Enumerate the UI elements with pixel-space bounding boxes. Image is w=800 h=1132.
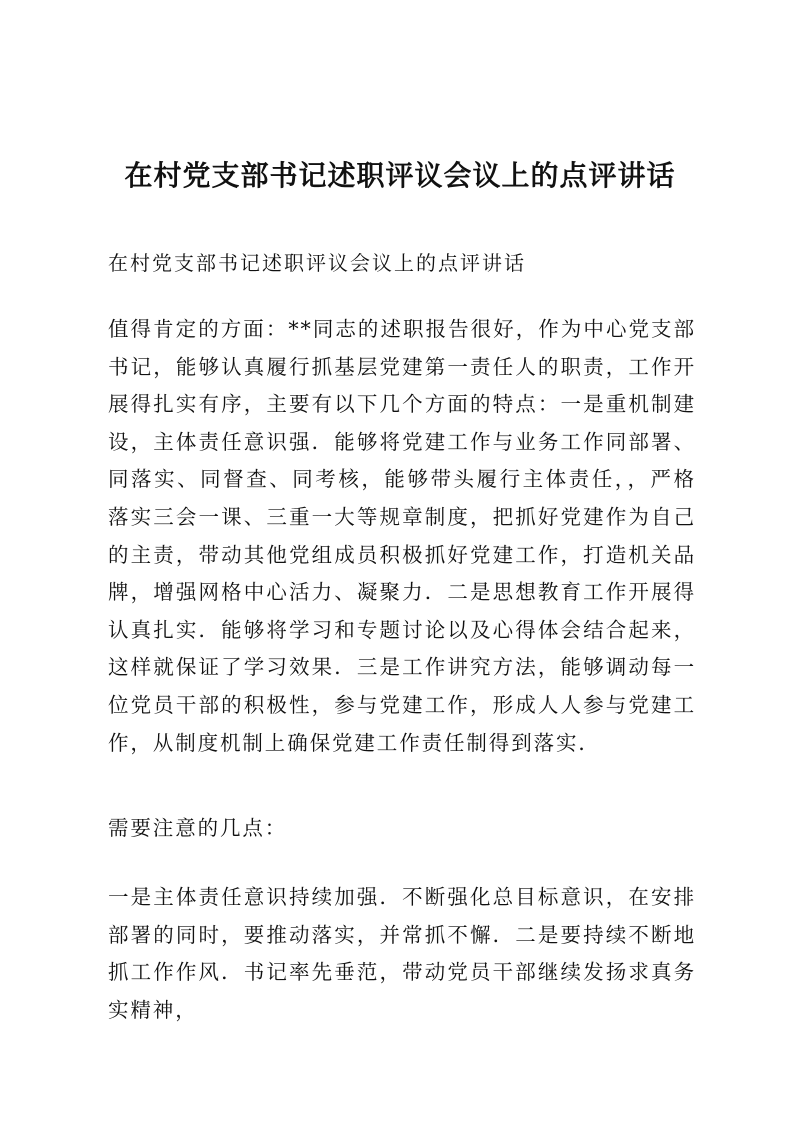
paragraph-notes-heading: 需要注意的几点：	[108, 816, 288, 840]
paragraph-first-point: 一是主体责任意识持续加强．不断强化总目标意识，在安排部署的同时，要推动落实，并常抓不懈．二是要持续不断地抓工作作风．书记率先垂范，带动党员干部继续发扬求真务实精神，	[108, 885, 696, 1022]
paragraph-positive-aspects: 值得肯定的方面：**同志的述职报告很好，作为中心党支部书记，能够认真履行抓基层党建第一责任人的职责，工作开展得扎实有序，主要有以下几个方面的特点：一是重机制建设，主体责任意识强．能够将党建工作与业务工作同部署、同落实、同督查、同考核，能够带头履行主体责任，，严格落实三会一课、三重一大等规章制度，把抓好党建作为自己的主责，带动其他党组成员积极抓好党建工作，打造机关品牌，增强网格中心活力、凝聚力．二是思想教育工作开展得认真扎实．能够将学习和专题讨论以及心得体会结合起来，这样就保证了学习效果．三是工作讲究方法，能够调动每一位党员干部的积极性，参与党建工作，形成人人参与党建工作，从制度机制上确保党建工作责任制得到落实．	[108, 317, 696, 755]
document-title: 在村党支部书记述职评议会议上的点评讲话	[124, 159, 676, 192]
document-subtitle: 在村党支部书记述职评议会议上的点评讲话	[108, 251, 526, 275]
